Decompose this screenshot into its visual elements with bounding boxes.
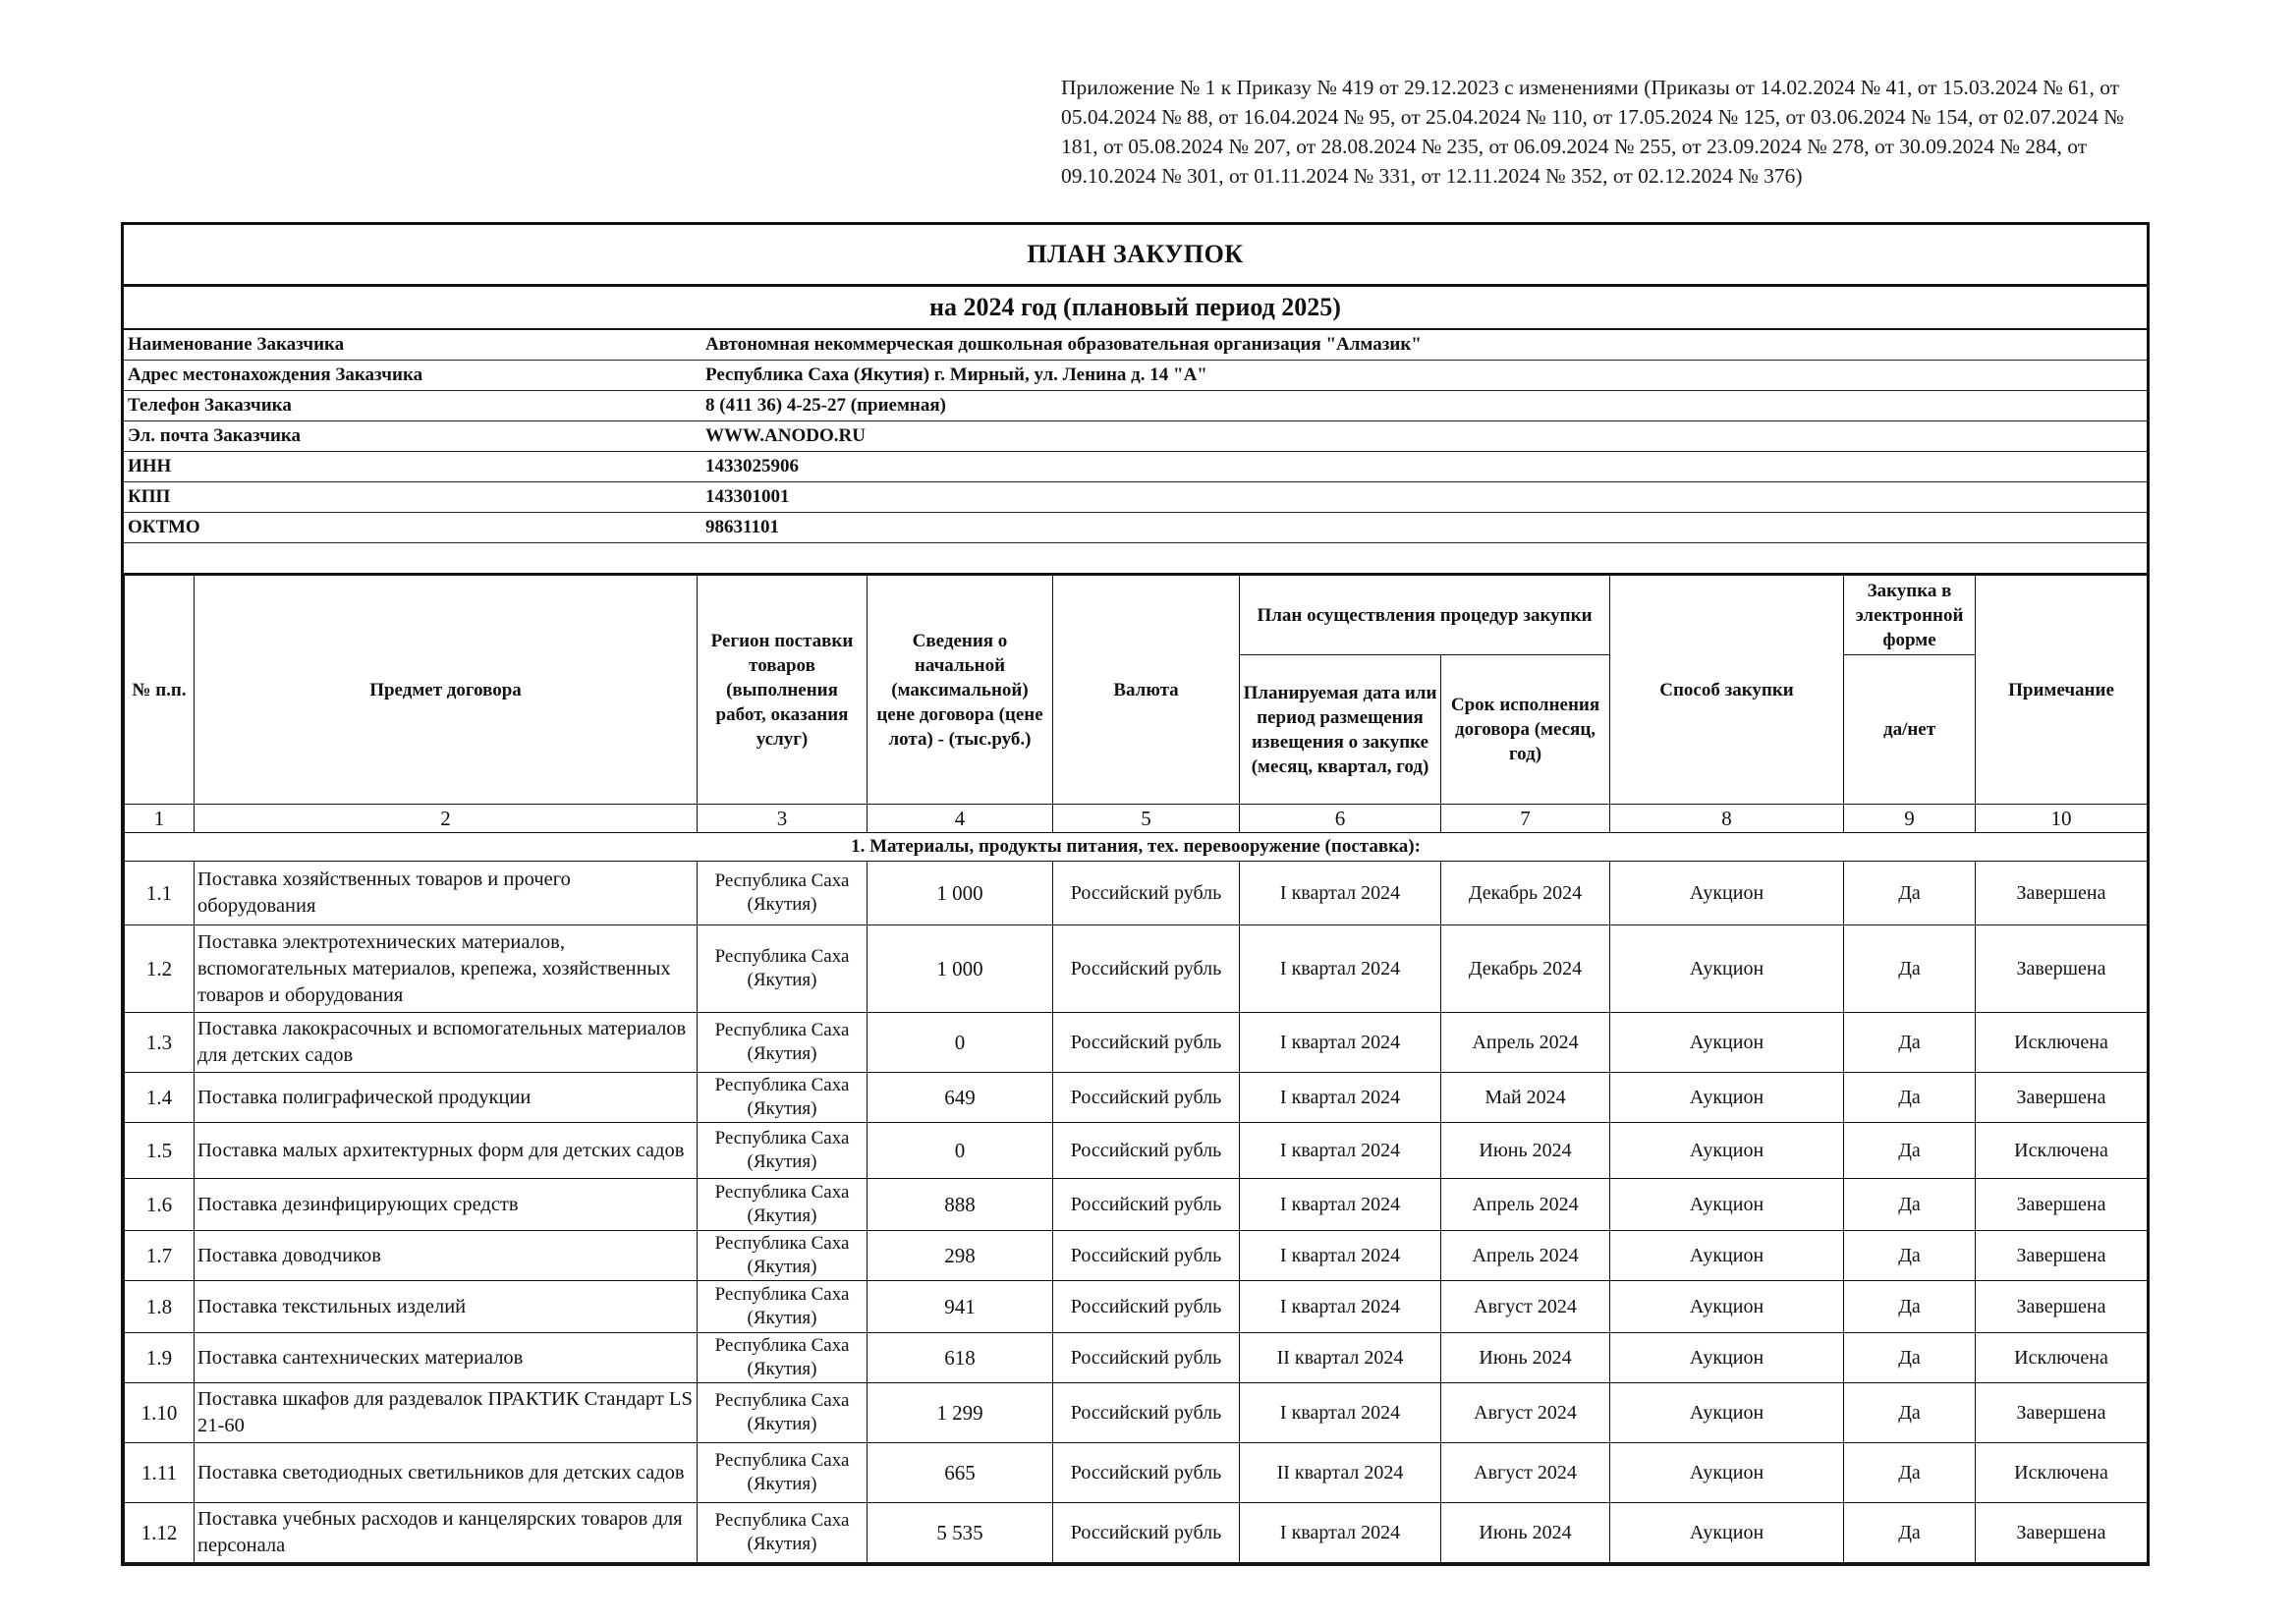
header-method: Способ закупки	[1610, 576, 1844, 805]
row-subject: Поставка лакокрасочных и вспомогательных материалов для детских садов	[195, 1013, 698, 1073]
row-currency: Российский рубль	[1053, 1383, 1240, 1443]
row-electronic: Да	[1844, 1443, 1976, 1503]
customer-kpp-row	[124, 482, 2147, 513]
row-price: 1 000	[868, 925, 1053, 1013]
row-electronic: Да	[1844, 1383, 1976, 1443]
row-number: 1.5	[125, 1123, 195, 1179]
row-price: 0	[868, 1013, 1053, 1073]
row-price: 1 299	[868, 1383, 1053, 1443]
row-method: Аукцион	[1610, 1123, 1844, 1179]
customer-name-row	[124, 330, 2147, 361]
table-row	[125, 862, 2148, 925]
customer-kpp-label: КПП	[128, 486, 171, 507]
row-term: Май 2024	[1441, 1073, 1610, 1123]
column-number: 1	[125, 805, 195, 833]
table-row	[125, 1503, 2148, 1563]
table-row	[125, 1073, 2148, 1123]
row-plan-date: I квартал 2024	[1240, 862, 1441, 925]
row-subject: Поставка дезинфицирующих средств	[195, 1179, 698, 1231]
row-note: Завершена	[1976, 925, 2148, 1013]
customer-email-value: WWW.ANODO.RU	[705, 425, 866, 446]
column-number: 6	[1240, 805, 1441, 833]
row-plan-date: I квартал 2024	[1240, 1073, 1441, 1123]
customer-phone-row	[124, 391, 2147, 421]
row-currency: Российский рубль	[1053, 1123, 1240, 1179]
customer-inn-row	[124, 452, 2147, 482]
row-price: 665	[868, 1443, 1053, 1503]
row-electronic: Да	[1844, 1281, 1976, 1333]
row-region: Республика Саха (Якутия)	[698, 925, 868, 1013]
row-number: 1.9	[125, 1333, 195, 1383]
row-electronic: Да	[1844, 1179, 1976, 1231]
plan-subtitle: на 2024 год (плановый период 2025)	[124, 287, 2147, 330]
row-subject: Поставка электротехнических материалов, вспомогательных материалов, крепежа, хозяйственных товаров и оборудования	[195, 925, 698, 1013]
row-plan-date: I квартал 2024	[1240, 1503, 1441, 1563]
customer-address-row	[124, 361, 2147, 391]
row-currency: Российский рубль	[1053, 1073, 1240, 1123]
row-number: 1.1	[125, 862, 195, 925]
row-term: Июнь 2024	[1441, 1503, 1610, 1563]
row-method: Аукцион	[1610, 1443, 1844, 1503]
row-note: Исключена	[1976, 1443, 2148, 1503]
table-row	[125, 1383, 2148, 1443]
customer-email-row	[124, 421, 2147, 452]
row-number: 1.8	[125, 1281, 195, 1333]
table-row	[125, 1443, 2148, 1503]
row-region: Республика Саха (Якутия)	[698, 1333, 868, 1383]
row-method: Аукцион	[1610, 1013, 1844, 1073]
row-term: Апрель 2024	[1441, 1013, 1610, 1073]
row-number: 1.4	[125, 1073, 195, 1123]
row-plan-date: I квартал 2024	[1240, 925, 1441, 1013]
row-number: 1.7	[125, 1231, 195, 1281]
row-subject: Поставка малых архитектурных форм для детских садов	[195, 1123, 698, 1179]
row-number: 1.11	[125, 1443, 195, 1503]
customer-kpp-value: 143301001	[705, 486, 790, 507]
row-electronic: Да	[1844, 1231, 1976, 1281]
row-method: Аукцион	[1610, 925, 1844, 1013]
table-row	[125, 1123, 2148, 1179]
row-term: Декабрь 2024	[1441, 925, 1610, 1013]
row-plan-date: II квартал 2024	[1240, 1443, 1441, 1503]
row-term: Апрель 2024	[1441, 1231, 1610, 1281]
customer-email-label: Эл. почта Заказчика	[128, 425, 302, 446]
table-row	[125, 1333, 2148, 1383]
row-method: Аукцион	[1610, 1073, 1844, 1123]
row-method: Аукцион	[1610, 1179, 1844, 1231]
row-electronic: Да	[1844, 1073, 1976, 1123]
row-currency: Российский рубль	[1053, 925, 1240, 1013]
row-price: 1 000	[868, 862, 1053, 925]
row-number: 1.10	[125, 1383, 195, 1443]
row-note: Исключена	[1976, 1333, 2148, 1383]
customer-address-label: Адрес местонахождения Заказчика	[128, 364, 423, 385]
customer-oktmo-row	[124, 513, 2147, 543]
section-header-row	[125, 833, 2148, 862]
header-subject: Предмет договора	[195, 576, 698, 805]
customer-oktmo-value: 98631101	[705, 517, 779, 537]
row-electronic: Да	[1844, 862, 1976, 925]
row-subject: Поставка текстильных изделий	[195, 1281, 698, 1333]
row-price: 0	[868, 1123, 1053, 1179]
column-number: 3	[698, 805, 868, 833]
header-electronic-group: Закупка в электронной форме	[1844, 576, 1976, 655]
header-region: Регион поставки товаров (выполнения работ, оказания услуг)	[698, 576, 868, 805]
plan-title: ПЛАН ЗАКУПОК	[124, 225, 2147, 287]
row-currency: Российский рубль	[1053, 1443, 1240, 1503]
header-plan-date: Планируемая дата или период размещения извещения о закупке (месяц, квартал, год)	[1240, 655, 1441, 805]
row-plan-date: I квартал 2024	[1240, 1123, 1441, 1179]
row-plan-date: I квартал 2024	[1240, 1179, 1441, 1231]
row-price: 649	[868, 1073, 1053, 1123]
row-region: Республика Саха (Якутия)	[698, 1073, 868, 1123]
column-number: 4	[868, 805, 1053, 833]
procurement-plan-sheet	[121, 222, 2150, 1566]
row-number: 1.12	[125, 1503, 195, 1563]
row-term: Июнь 2024	[1441, 1333, 1610, 1383]
row-subject: Поставка доводчиков	[195, 1231, 698, 1281]
row-price: 941	[868, 1281, 1053, 1333]
table-row	[125, 1179, 2148, 1231]
header-price: Сведения о начальной (максимальной) цене договора (цене лота) - (тыс.руб.)	[868, 576, 1053, 805]
row-method: Аукцион	[1610, 1231, 1844, 1281]
row-term: Август 2024	[1441, 1443, 1610, 1503]
row-plan-date: I квартал 2024	[1240, 1013, 1441, 1073]
row-region: Республика Саха (Якутия)	[698, 1231, 868, 1281]
row-term: Декабрь 2024	[1441, 862, 1610, 925]
row-method: Аукцион	[1610, 1383, 1844, 1443]
row-currency: Российский рубль	[1053, 862, 1240, 925]
row-currency: Российский рубль	[1053, 1231, 1240, 1281]
row-region: Республика Саха (Якутия)	[698, 862, 868, 925]
row-region: Республика Саха (Якутия)	[698, 1179, 868, 1231]
row-electronic: Да	[1844, 925, 1976, 1013]
row-number: 1.2	[125, 925, 195, 1013]
row-electronic: Да	[1844, 1123, 1976, 1179]
table-row	[125, 1013, 2148, 1073]
header-num: № п.п.	[125, 576, 195, 805]
row-currency: Российский рубль	[1053, 1281, 1240, 1333]
row-subject: Поставка хозяйственных товаров и прочего оборудования	[195, 862, 698, 925]
row-currency: Российский рубль	[1053, 1013, 1240, 1073]
row-term: Апрель 2024	[1441, 1179, 1610, 1231]
column-number: 2	[195, 805, 698, 833]
row-region: Республика Саха (Якутия)	[698, 1503, 868, 1563]
row-electronic: Да	[1844, 1013, 1976, 1073]
customer-inn-label: ИНН	[128, 456, 172, 476]
row-region: Республика Саха (Якутия)	[698, 1281, 868, 1333]
row-currency: Российский рубль	[1053, 1503, 1240, 1563]
row-plan-date: I квартал 2024	[1240, 1231, 1441, 1281]
row-note: Исключена	[1976, 1013, 2148, 1073]
row-price: 888	[868, 1179, 1053, 1231]
table-row	[125, 925, 2148, 1013]
row-region: Республика Саха (Якутия)	[698, 1383, 868, 1443]
column-number: 7	[1441, 805, 1610, 833]
row-number: 1.6	[125, 1179, 195, 1231]
row-subject: Поставка сантехнических материалов	[195, 1333, 698, 1383]
header-currency: Валюта	[1053, 576, 1240, 805]
row-region: Республика Саха (Якутия)	[698, 1123, 868, 1179]
row-plan-date: I квартал 2024	[1240, 1281, 1441, 1333]
spacer-row	[124, 543, 2147, 575]
row-price: 5 535	[868, 1503, 1053, 1563]
row-subject: Поставка светодиодных светильников для детских садов	[195, 1443, 698, 1503]
procurement-table	[124, 575, 2148, 1563]
row-note: Завершена	[1976, 1179, 2148, 1231]
customer-phone-value: 8 (411 36) 4-25-27 (приемная)	[705, 395, 946, 416]
row-number: 1.3	[125, 1013, 195, 1073]
column-number: 9	[1844, 805, 1976, 833]
row-region: Республика Саха (Якутия)	[698, 1443, 868, 1503]
row-subject: Поставка полиграфической продукции	[195, 1073, 698, 1123]
customer-name-value: Автономная некоммерческая дошкольная образовательная организация "Алмазик"	[705, 334, 1422, 355]
row-term: Август 2024	[1441, 1383, 1610, 1443]
customer-name-label: Наименование Заказчика	[128, 334, 345, 355]
column-number-row	[125, 805, 2148, 833]
customer-inn-value: 1433025906	[705, 456, 799, 476]
row-price: 298	[868, 1231, 1053, 1281]
row-currency: Российский рубль	[1053, 1333, 1240, 1383]
row-term: Июнь 2024	[1441, 1123, 1610, 1179]
header-term: Срок исполнения договора (месяц, год)	[1441, 655, 1610, 805]
header-plan-group: План осуществления процедур закупки	[1240, 576, 1610, 655]
row-plan-date: I квартал 2024	[1240, 1383, 1441, 1443]
row-plan-date: II квартал 2024	[1240, 1333, 1441, 1383]
row-note: Завершена	[1976, 1073, 2148, 1123]
row-subject: Поставка шкафов для раздевалок ПРАКТИК Стандарт LS 21-60	[195, 1383, 698, 1443]
column-number: 10	[1976, 805, 2148, 833]
row-note: Завершена	[1976, 1383, 2148, 1443]
row-region: Республика Саха (Якутия)	[698, 1013, 868, 1073]
header-note: Примечание	[1976, 576, 2148, 805]
customer-oktmo-label: ОКТМО	[128, 517, 200, 537]
row-price: 618	[868, 1333, 1053, 1383]
appendix-note: Приложение № 1 к Приказу № 419 от 29.12.2023 с изменениями (Приказы от 14.02.2024 № 41, от 15.03.2024 № 61, от 05.04.2024 № 88, от 16.04.2024 № 95, от 25.04.2024 № 110, от 17.05.2024 № 125, от 03.06.2024 № 154, от 02.07.2024 № 181, от 05.08.2024 № 207, от 28.08.2024 № 235, от 06.09.2024 № 255, от 23.09.2024 № 278, от 30.09.2024 № 284, от 09.10.2024 № 301, от 01.11.2024 № 331, от 12.11.2024 № 352, от 02.12.2024 № 376)	[1061, 76, 2124, 188]
row-method: Аукцион	[1610, 862, 1844, 925]
row-term: Август 2024	[1441, 1281, 1610, 1333]
column-number: 8	[1610, 805, 1844, 833]
column-number: 5	[1053, 805, 1240, 833]
row-electronic: Да	[1844, 1333, 1976, 1383]
customer-address-value: Республика Саха (Якутия) г. Мирный, ул. Ленина д. 14 "А"	[705, 364, 1207, 385]
row-method: Аукцион	[1610, 1503, 1844, 1563]
row-note: Завершена	[1976, 1231, 2148, 1281]
customer-phone-label: Телефон Заказчика	[128, 395, 292, 416]
row-subject: Поставка учебных расходов и канцелярских товаров для персонала	[195, 1503, 698, 1563]
row-method: Аукцион	[1610, 1281, 1844, 1333]
row-currency: Российский рубль	[1053, 1179, 1240, 1231]
row-note: Завершена	[1976, 1281, 2148, 1333]
row-electronic: Да	[1844, 1503, 1976, 1563]
row-note: Завершена	[1976, 862, 2148, 925]
row-method: Аукцион	[1610, 1333, 1844, 1383]
header-electronic-yesno: да/нет	[1844, 655, 1976, 805]
row-note: Завершена	[1976, 1503, 2148, 1563]
section-title: 1. Материалы, продукты питания, тех. перевооружение (поставка):	[125, 833, 2148, 862]
table-row	[125, 1231, 2148, 1281]
table-row	[125, 1281, 2148, 1333]
row-note: Исключена	[1976, 1123, 2148, 1179]
